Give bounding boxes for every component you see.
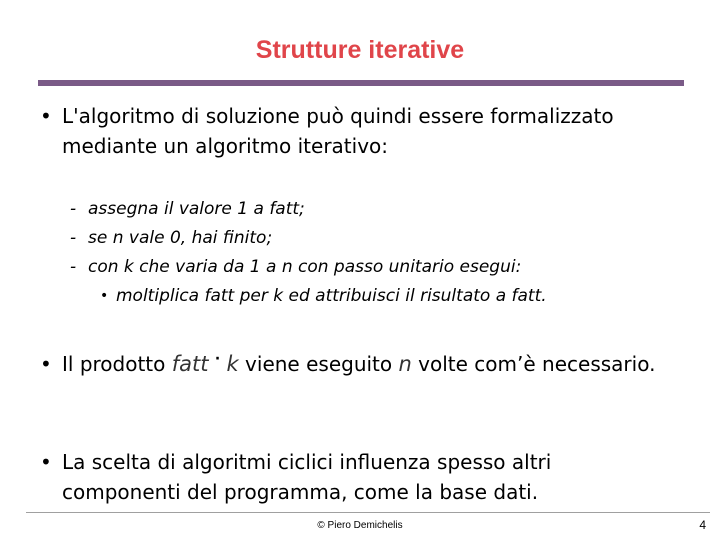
bullet-3-text: La scelta di algoritmi ciclici influenza spesso altri componenti del programma, come la base dati. (62, 450, 552, 504)
bullet-2-before: Il prodotto (62, 352, 172, 376)
sub-item-2-text: se n vale 0, hai finito; (88, 228, 273, 248)
title-underline (38, 80, 684, 86)
bullet-2-text (62, 349, 660, 382)
sub-item-1 (70, 195, 305, 224)
bullet-dot: • (40, 450, 52, 474)
dash-marker: - (70, 228, 77, 248)
sub-item-2 (70, 224, 272, 253)
bullet-2-middle: viene eseguito (238, 352, 399, 376)
footer-credit: © Piero Demichelis (317, 520, 403, 531)
var-n: n (398, 352, 412, 376)
slide-title: Strutture iterative (255, 36, 465, 64)
sub-item-1-text: assegna il valore 1 a fatt; (88, 199, 305, 219)
sub-item-3-text: con k che varia da 1 a n con passo unitario esegui: (88, 257, 522, 277)
bullet-dot: • (40, 104, 52, 128)
dash-marker: - (70, 199, 77, 219)
expr-multiply-dot: · (214, 351, 221, 367)
sub-item-3 (70, 253, 521, 282)
sub-sub-item (100, 282, 547, 311)
expr-fatt: fatt (171, 352, 209, 376)
sub-bullet-dot: • (100, 288, 109, 304)
bullet-2 (40, 349, 660, 382)
bullet-dot: • (40, 352, 52, 376)
sub-sub-item-text: moltiplica fatt per k ed attribuisci il risultato a fatt. (116, 286, 547, 306)
bullet-1-text: L'algoritmo di soluzione può quindi essere formalizzato mediante un algoritmo iterativo: (62, 104, 614, 158)
expr-k: k (226, 352, 239, 376)
bullet-1 (40, 101, 660, 161)
bullet-2-after: volte com’è necessario. (411, 352, 656, 376)
page-number: 4 (699, 518, 706, 532)
dash-marker: - (70, 257, 77, 277)
footer-divider (26, 512, 710, 513)
bullet-3 (40, 447, 660, 507)
